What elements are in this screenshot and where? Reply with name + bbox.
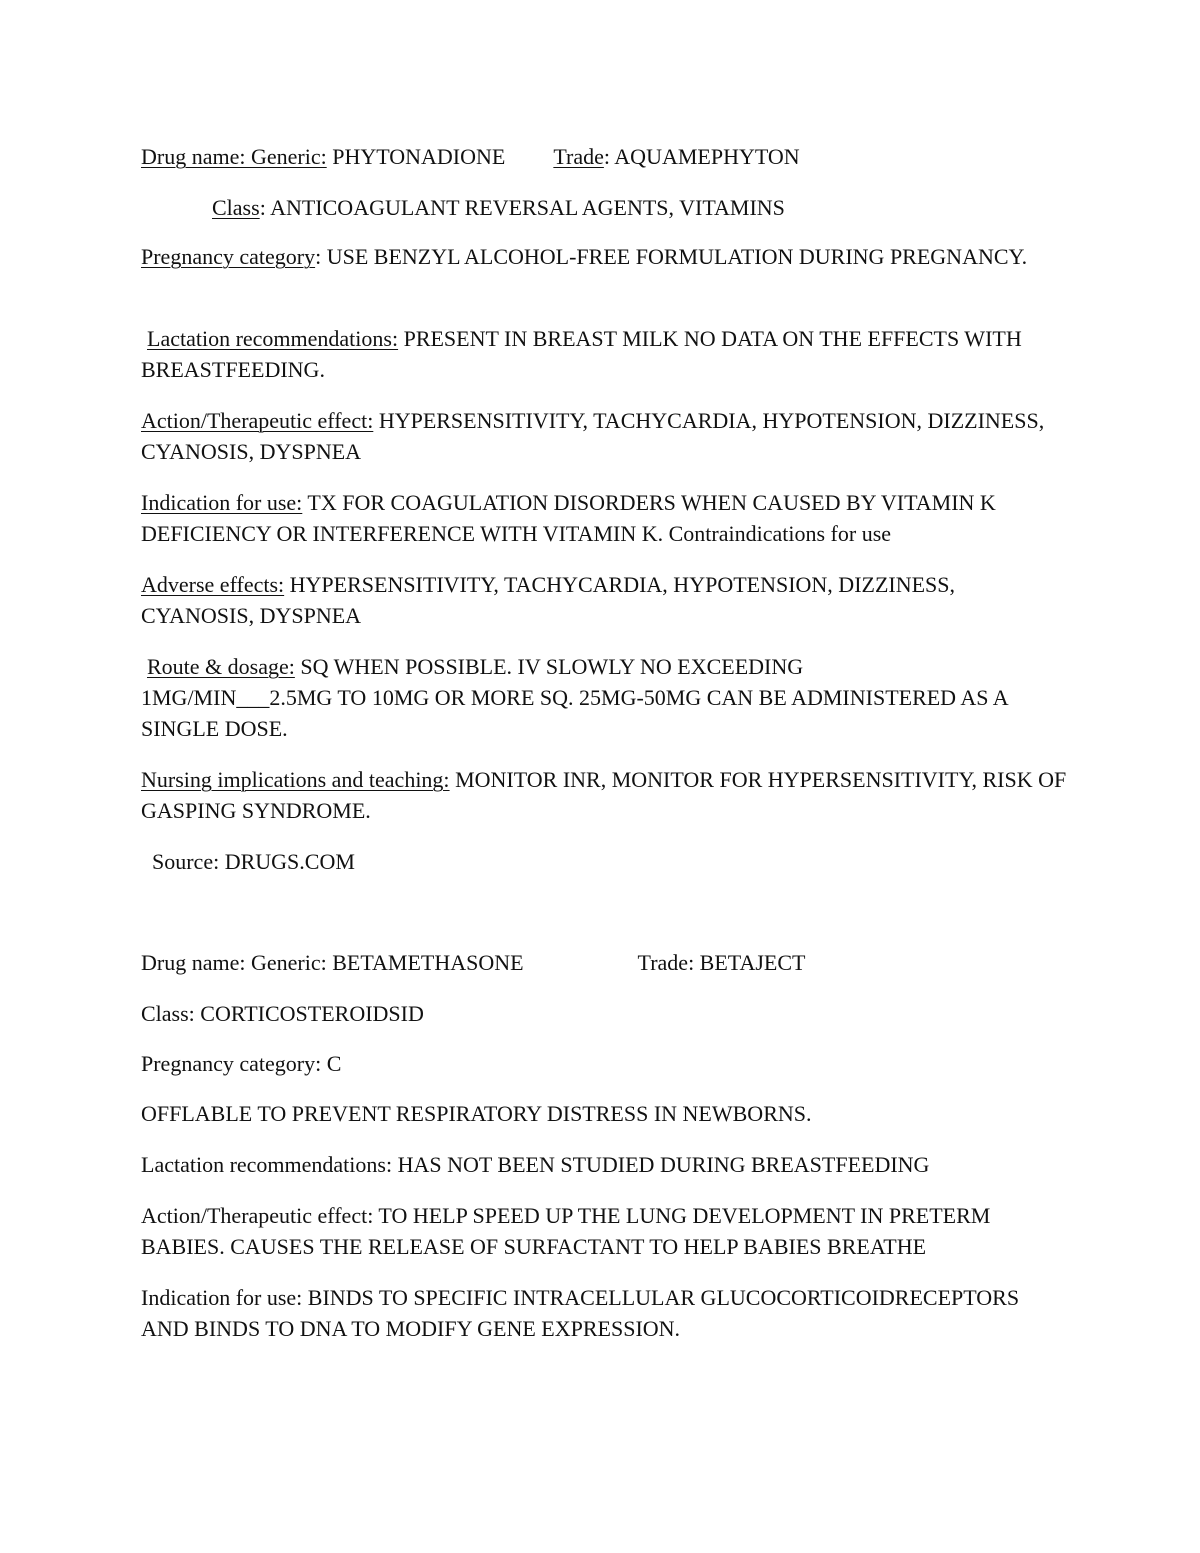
drug2-lactation: Lactation recommendations: HAS NOT BEEN STUDIED DURING BREASTFEEDING	[141, 1152, 930, 1177]
drug1-nursing-text: MONITOR INR, MONITOR FOR HYPERSENSITIVITY, RISK OF GASPING SYNDROME.	[141, 767, 1067, 823]
drug1-name-line	[141, 141, 1071, 172]
drug1-pregnancy-label: Pregnancy category	[141, 244, 316, 269]
drug1-lactation	[141, 323, 1071, 385]
drug1-name-label: Drug name: Generic:	[141, 144, 327, 169]
drug1-pregnancy	[141, 241, 1071, 272]
drug2-note: OFFLABLE TO PREVENT RESPIRATORY DISTRESS IN NEWBORNS.	[141, 1101, 812, 1126]
drug2-name: Drug name: Generic: BETAMETHASONE	[141, 950, 524, 975]
drug1-source: Source: DRUGS.COM	[152, 849, 355, 874]
drug1-action	[141, 405, 1071, 467]
drug2-trade: Trade: BETAJECT	[637, 950, 806, 975]
drug1-indication-text: TX FOR COAGULATION DISORDERS WHEN CAUSED BY VITAMIN K DEFICIENCY OR INTERFERENCE WITH VITAMIN K. Contraindications for use	[141, 490, 996, 546]
drug1-route-label: Route & dosage:	[147, 654, 295, 679]
drug1-pregnancy-text: : USE BENZYL ALCOHOL-FREE FORMULATION DURING PREGNANCY.	[315, 244, 1028, 269]
drug2-action: Action/Therapeutic effect: TO HELP SPEED UP THE LUNG DEVELOPMENT IN PRETERM BABIES. CAUSES THE RELEASE OF SURFACTANT TO HELP BABIES BREATHE	[141, 1203, 991, 1259]
drug1-trade-label: Trade	[553, 144, 604, 169]
drug1-route	[141, 651, 1071, 744]
drug1-generic: PHYTONADIONE	[326, 144, 506, 169]
drug1-adverse	[141, 569, 1071, 631]
drug1-trade: : AQUAMEPHYTON	[603, 144, 800, 169]
drug2-name-line	[141, 947, 1071, 978]
drug1-class: : ANTICOAGULANT REVERSAL AGENTS, VITAMINS	[259, 195, 785, 220]
drug1-route-line2: 1MG/MIN___2.5MG TO 10MG OR MORE SQ. 25MG-50MG CAN BE ADMINISTERED AS A SINGLE DOSE.	[141, 685, 1008, 741]
drug1-class-line	[212, 192, 1142, 223]
drug1-nursing	[141, 764, 1071, 826]
drug1-nursing-label: Nursing implications and teaching:	[141, 767, 450, 792]
drug1-action-label: Action/Therapeutic effect:	[141, 408, 374, 433]
drug1-indication	[141, 487, 1071, 549]
drug1-lactation-label: Lactation recommendations:	[147, 326, 399, 351]
drug1-adverse-text: HYPERSENSITIVITY, TACHYCARDIA, HYPOTENSION, DIZZINESS, CYANOSIS, DYSPNEA	[141, 572, 956, 628]
drug1-indication-label: Indication for use:	[141, 490, 303, 515]
drug1-action-text: HYPERSENSITIVITY, TACHYCARDIA, HYPOTENSION, DIZZINESS, CYANOSIS, DYSPNEA	[141, 408, 1045, 464]
drug1-route-line1: SQ WHEN POSSIBLE. IV SLOWLY NO EXCEEDING	[294, 654, 804, 679]
drug2-indication: Indication for use: BINDS TO SPECIFIC INTRACELLULAR GLUCOCORTICOIDRECEPTORS AND BINDS TO DNA TO MODIFY GENE EXPRESSION.	[141, 1285, 1020, 1341]
drug2-class: Class: CORTICOSTEROIDSID	[141, 1001, 424, 1026]
drug1-lactation-text: PRESENT IN BREAST MILK NO DATA ON THE EFFECTS WITH BREASTFEEDING.	[141, 326, 1022, 382]
drug1-adverse-label: Adverse effects:	[141, 572, 285, 597]
drug2-pregnancy: Pregnancy category: C	[141, 1051, 342, 1076]
drug1-class-label: Class	[212, 195, 260, 220]
